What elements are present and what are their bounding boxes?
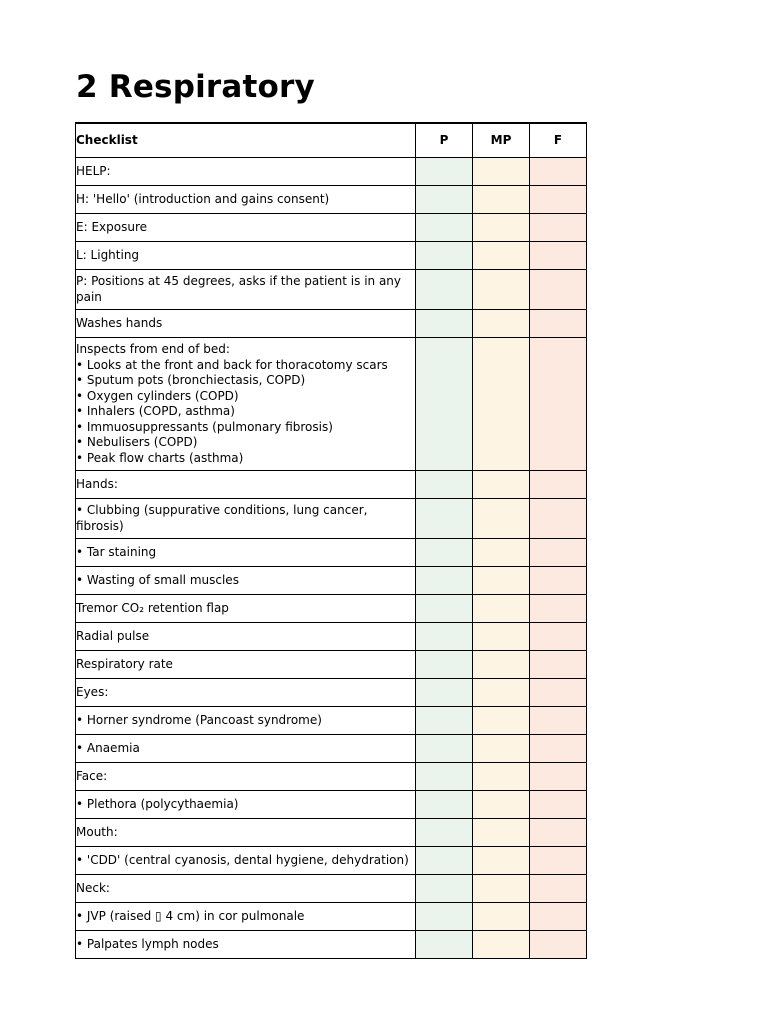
checklist-item [76, 623, 416, 651]
marginal-pass-cell[interactable] [473, 903, 530, 931]
checklist-item-text: Hands: [76, 476, 118, 491]
fail-cell[interactable] [530, 471, 587, 499]
pass-cell[interactable] [416, 875, 473, 903]
table-row [76, 679, 587, 707]
table-row [76, 270, 587, 310]
marginal-pass-cell[interactable] [473, 242, 530, 270]
pass-cell[interactable] [416, 931, 473, 959]
pass-cell[interactable] [416, 651, 473, 679]
checklist-item-text: H: 'Hello' (introduction and gains consent) [76, 191, 330, 206]
marginal-pass-cell[interactable] [473, 623, 530, 651]
pass-cell[interactable] [416, 214, 473, 242]
table-row [76, 539, 587, 567]
table-row [76, 847, 587, 875]
checklist-item-text: Inspects from end of bed: [76, 342, 230, 356]
marginal-pass-cell[interactable] [473, 679, 530, 707]
checklist-item [76, 679, 416, 707]
table-row [76, 242, 587, 270]
pass-cell[interactable] [416, 763, 473, 791]
fail-cell[interactable] [530, 679, 587, 707]
pass-cell[interactable] [416, 735, 473, 763]
checklist-item-text: Washes hands [76, 315, 163, 330]
fail-cell[interactable] [530, 791, 587, 819]
page-title: 2 Respiratory [76, 69, 315, 105]
checklist-item [76, 338, 416, 471]
marginal-pass-cell[interactable] [473, 791, 530, 819]
pass-cell[interactable] [416, 539, 473, 567]
marginal-pass-cell[interactable] [473, 567, 530, 595]
fail-cell[interactable] [530, 270, 587, 310]
table-row [76, 186, 587, 214]
pass-cell[interactable] [416, 242, 473, 270]
table-row [76, 471, 587, 499]
marginal-pass-cell[interactable] [473, 875, 530, 903]
pass-cell[interactable] [416, 186, 473, 214]
checklist-item-text: • 'CDD' (central cyanosis, dental hygiene, dehydration) [76, 852, 409, 867]
checklist-item [76, 875, 416, 903]
checklist-item-text: Tremor CO₂ retention flap [76, 600, 229, 615]
fail-cell[interactable] [530, 499, 587, 539]
pass-cell[interactable] [416, 623, 473, 651]
pass-cell[interactable] [416, 679, 473, 707]
table-row [76, 567, 587, 595]
checklist-item-text: Respiratory rate [76, 656, 173, 671]
fail-cell[interactable] [530, 819, 587, 847]
marginal-pass-cell[interactable] [473, 707, 530, 735]
checklist-item-text: • Peak flow charts (asthma) [76, 450, 244, 465]
checklist-item-text: • Wasting of small muscles [76, 572, 239, 587]
checklist-item [76, 158, 416, 186]
pass-cell[interactable] [416, 903, 473, 931]
checklist-item [76, 735, 416, 763]
fail-cell[interactable] [530, 214, 587, 242]
pass-cell[interactable] [416, 791, 473, 819]
marginal-pass-cell[interactable] [473, 819, 530, 847]
checklist-item [76, 242, 416, 270]
table-row [76, 310, 587, 338]
checklist-item [76, 791, 416, 819]
respiratory-checklist-table [75, 122, 587, 959]
pass-cell[interactable] [416, 158, 473, 186]
checklist-item-text: HELP: [76, 163, 111, 178]
table-row [76, 499, 587, 539]
table-row [76, 819, 587, 847]
checklist-item-text: Radial pulse [76, 628, 150, 643]
table-row [76, 931, 587, 959]
checklist-item [76, 651, 416, 679]
fail-cell[interactable] [530, 903, 587, 931]
fail-cell[interactable] [530, 310, 587, 338]
fail-cell[interactable] [530, 595, 587, 623]
marginal-pass-cell[interactable] [473, 763, 530, 791]
checklist-item-text: • Nebulisers (COPD) [76, 435, 198, 449]
checklist-item [76, 847, 416, 875]
table-row [76, 595, 587, 623]
checklist-item [76, 270, 416, 310]
checklist-item [76, 903, 416, 931]
pass-cell[interactable] [416, 567, 473, 595]
checklist-item [76, 595, 416, 623]
fail-cell[interactable] [530, 763, 587, 791]
checklist-item [76, 819, 416, 847]
table-row [76, 763, 587, 791]
checklist-item [76, 763, 416, 791]
pass-cell[interactable] [416, 270, 473, 310]
fail-cell[interactable] [530, 931, 587, 959]
fail-cell[interactable] [530, 735, 587, 763]
marginal-pass-cell[interactable] [473, 214, 530, 242]
checklist-item-text: • Immuosuppressants (pulmonary fibrosis) [76, 419, 333, 434]
header-marginal-pass: MP [473, 123, 530, 158]
pass-cell[interactable] [416, 499, 473, 539]
table-row [76, 338, 587, 471]
marginal-pass-cell[interactable] [473, 931, 530, 959]
marginal-pass-cell[interactable] [473, 651, 530, 679]
checklist-item-text: • Looks at the front and back for thoracotomy scars [76, 357, 388, 372]
checklist-item-text: • Clubbing (suppurative conditions, lung cancer, fibrosis) [76, 503, 372, 533]
marginal-pass-cell[interactable] [473, 847, 530, 875]
fail-cell[interactable] [530, 623, 587, 651]
checklist-item-text: L: Lighting [76, 247, 140, 262]
fail-cell[interactable] [530, 338, 587, 471]
pass-cell[interactable] [416, 847, 473, 875]
checklist-item-text: • Tar staining [76, 544, 157, 559]
marginal-pass-cell[interactable] [473, 158, 530, 186]
header-row [76, 123, 587, 158]
checklist-item-text: • Sputum pots (bronchiectasis, COPD) [76, 373, 306, 387]
pass-cell[interactable] [416, 819, 473, 847]
table-row [76, 875, 587, 903]
checklist-item-text: • Anaemia [76, 740, 140, 755]
table-row [76, 158, 587, 186]
checklist-item-text: P: Positions at 45 degrees, asks if the patient is in any pain [76, 274, 405, 304]
pass-cell[interactable] [416, 471, 473, 499]
fail-cell[interactable] [530, 567, 587, 595]
fail-cell[interactable] [530, 539, 587, 567]
pass-cell[interactable] [416, 707, 473, 735]
marginal-pass-cell[interactable] [473, 735, 530, 763]
table-row [76, 735, 587, 763]
header-checklist: Checklist [76, 123, 416, 158]
checklist-item-text: E: Exposure [76, 219, 147, 234]
checklist-item [76, 471, 416, 499]
pass-cell[interactable] [416, 338, 473, 471]
checklist-item-text: Face: [76, 768, 108, 783]
checklist-item [76, 567, 416, 595]
fail-cell[interactable] [530, 875, 587, 903]
marginal-pass-cell[interactable] [473, 310, 530, 338]
checklist-item-text: Mouth: [76, 824, 118, 839]
table-row [76, 791, 587, 819]
header-fail: F [530, 123, 587, 158]
checklist-item [76, 707, 416, 735]
checklist-item-text: Neck: [76, 880, 110, 895]
checklist-item [76, 539, 416, 567]
table-row [76, 623, 587, 651]
table-row [76, 651, 587, 679]
pass-cell[interactable] [416, 595, 473, 623]
checklist-item [76, 214, 416, 242]
fail-cell[interactable] [530, 242, 587, 270]
marginal-pass-cell[interactable] [473, 471, 530, 499]
marginal-pass-cell[interactable] [473, 270, 530, 310]
fail-cell[interactable] [530, 158, 587, 186]
checklist-item [76, 310, 416, 338]
checklist-item [76, 186, 416, 214]
fail-cell[interactable] [530, 847, 587, 875]
fail-cell[interactable] [530, 707, 587, 735]
checklist-item-text: • JVP (raised ▯ 4 cm) in cor pulmonale [76, 908, 305, 923]
checklist-item-text: • Palpates lymph nodes [76, 936, 219, 951]
checklist-body [76, 158, 587, 959]
checklist-header [76, 123, 587, 158]
checklist-item [76, 931, 416, 959]
header-pass: P [416, 123, 473, 158]
checklist-item-text: • Oxygen cylinders (COPD) [76, 388, 239, 403]
marginal-pass-cell[interactable] [473, 186, 530, 214]
checklist-item-text: • Horner syndrome (Pancoast syndrome) [76, 712, 322, 727]
pass-cell[interactable] [416, 310, 473, 338]
checklist-item-text: Eyes: [76, 684, 109, 699]
marginal-pass-cell[interactable] [473, 595, 530, 623]
fail-cell[interactable] [530, 186, 587, 214]
table-row [76, 903, 587, 931]
checklist-item-text: • Inhalers (COPD, asthma) [76, 404, 235, 418]
table-row [76, 707, 587, 735]
marginal-pass-cell[interactable] [473, 499, 530, 539]
marginal-pass-cell[interactable] [473, 539, 530, 567]
marginal-pass-cell[interactable] [473, 338, 530, 471]
checklist-item [76, 499, 416, 539]
fail-cell[interactable] [530, 651, 587, 679]
checklist-item-text: • Plethora (polycythaemia) [76, 796, 239, 811]
table-row [76, 214, 587, 242]
